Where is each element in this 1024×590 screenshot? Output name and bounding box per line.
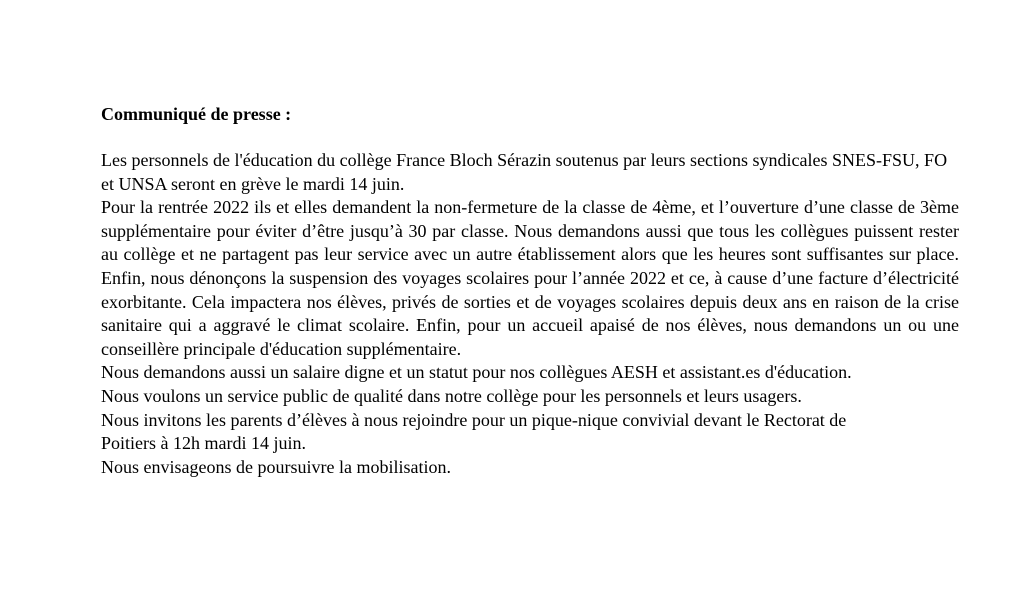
press-release	[101, 103, 959, 479]
paragraph-salary: Nous demandons aussi un salaire digne et un statut pour nos collègues AESH et assistant.es d'éducation.	[101, 362, 852, 383]
paragraph-public-service: Nous voulons un service public de qualité dans notre collège pour les personnels et leurs usagers.	[101, 385, 802, 406]
paragraph-demands: Pour la rentrée 2022 ils et elles demandent la non-fermeture de la classe de 4ème, et l’ouverture d’une classe de 3ème supplémentaire pour éviter d’être jusqu’à 30 par classe. Nous demandons aussi que tous les collègues puissent rester au collège et ne partagent pas leur service avec un autre établissement alors que les heures sont suffisantes sur place. Enfin, nous dénonçons la suspension des voyages scolaires pour l’année 2022 et ce, à cause d’une facture d’électricité exorbitante. Cela impactera nos élèves, privés de sorties et de voyages scolaires depuis deux ans en raison de la crise sanitaire qui a aggravé le climat scolaire. Enfin, pour un accueil apaisé de nos élèves, nous demandons un ou une conseillère principale d'éducation supplémentaire.	[101, 197, 959, 359]
paragraph-invitation: Nous invitons les parents d’élèves à nous rejoindre pour un pique-nique convivial devant le Rectorat de Poitiers à 12h mardi 14 juin.	[101, 409, 847, 454]
paragraph-mobilisation: Nous envisageons de poursuivre la mobilisation.	[101, 456, 451, 477]
paragraph-strike-announcement: Les personnels de l'éducation du collège France Bloch Sérazin soutenus par leurs sections syndicales SNES-FSU, FO et UNSA seront en grève le mardi 14 juin.	[101, 150, 948, 194]
document-title: Communiqué de presse :	[101, 104, 292, 124]
